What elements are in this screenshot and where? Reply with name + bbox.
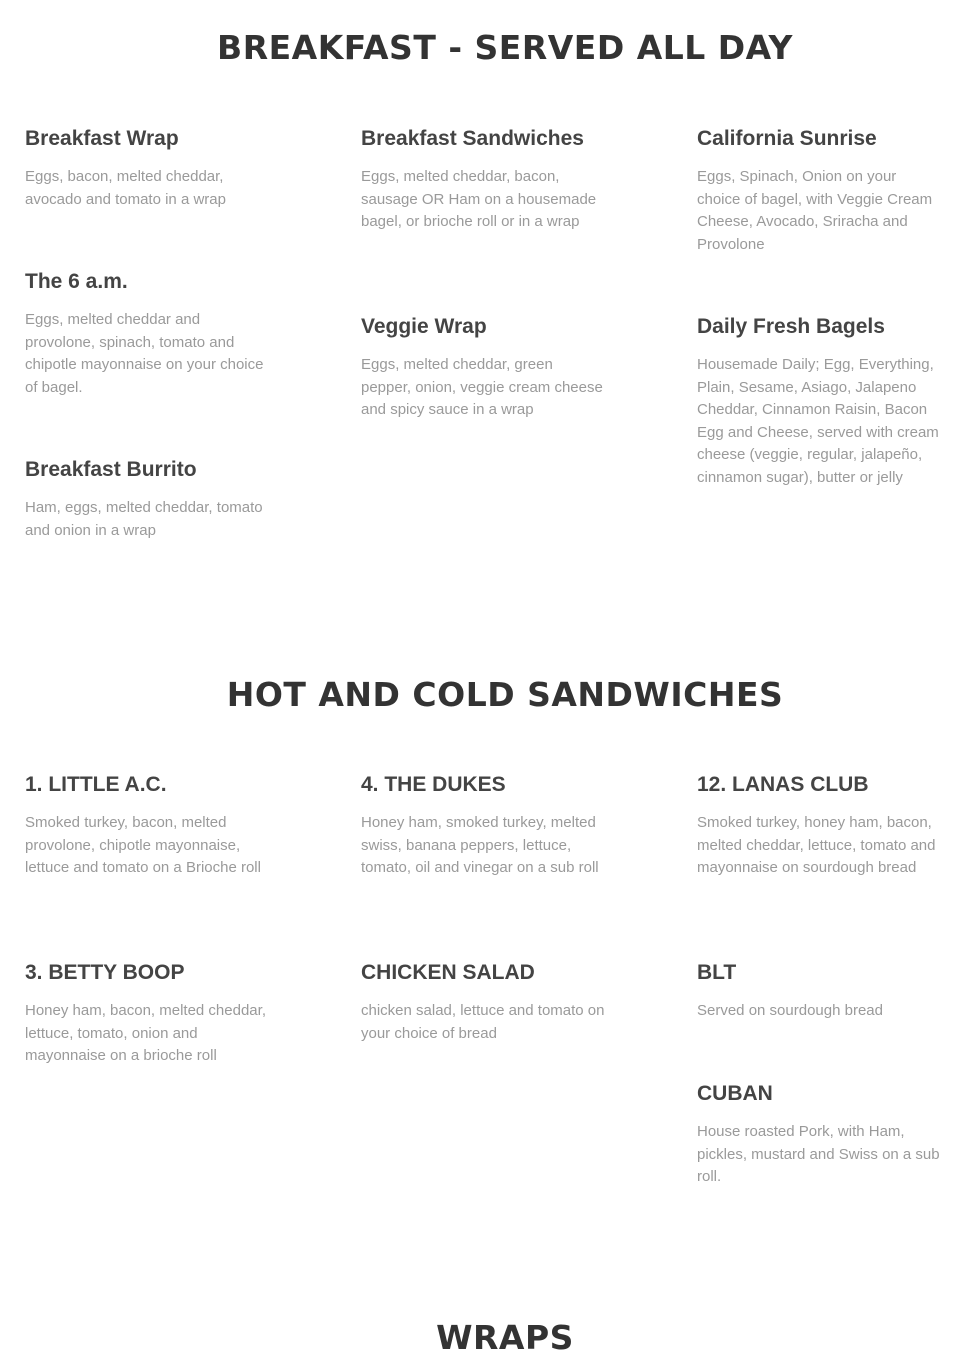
menu-item-little-ac: [25, 772, 270, 880]
menu-item-name: Breakfast Wrap: [25, 127, 179, 150]
menu-item-daily-fresh-bagels: [697, 314, 942, 489]
menu-item-name: The 6 a.m.: [25, 270, 128, 293]
menu-item-description: Eggs, melted cheddar, green pepper, onion, veggie cream cheese and spicy sauce in a wrap: [361, 356, 603, 418]
menu-item-veggie-wrap: [361, 314, 606, 422]
menu-item-name: Veggie Wrap: [361, 315, 487, 338]
menu-item-name: Breakfast Sandwiches: [361, 127, 584, 150]
menu-item-name: 1. LITTLE A.C.: [25, 773, 167, 796]
menu-item-name: California Sunrise: [697, 127, 877, 150]
menu-item-name: 4. THE DUKES: [361, 773, 506, 796]
menu-item-description: Honey ham, smoked turkey, melted swiss, banana peppers, lettuce, tomato, oil and vinegar on a sub roll: [361, 814, 599, 876]
section-title-breakfast: BREAKFAST - SERVED ALL DAY: [217, 28, 793, 67]
menu-item-description: Served on sourdough bread: [697, 1002, 883, 1019]
menu-item-name: Breakfast Burrito: [25, 458, 197, 481]
menu-item-description: Eggs, melted cheddar and provolone, spinach, tomato and chipotle mayonnaise on your choice of bagel.: [25, 311, 264, 396]
menu-item-description: Eggs, Spinach, Onion on your choice of bagel, with Veggie Cream Cheese, Avocado, Sriracha and Provolone: [697, 168, 933, 253]
menu-item-breakfast-sandwiches: [361, 126, 606, 234]
menu-item-blt: [697, 960, 942, 1023]
menu-item-name: CUBAN: [697, 1082, 773, 1105]
menu-item-name: 3. BETTY BOOP: [25, 961, 185, 984]
menu-item-chicken-salad: [361, 960, 606, 1045]
menu-item-description: House roasted Pork, with Ham, pickles, mustard and Swiss on a sub roll.: [697, 1123, 940, 1185]
menu-item-description: Ham, eggs, melted cheddar, tomato and onion in a wrap: [25, 499, 263, 539]
menu-item-description: chicken salad, lettuce and tomato on your choice of bread: [361, 1002, 605, 1042]
menu-item-breakfast-wrap: [25, 126, 270, 211]
menu-item-name: BLT: [697, 961, 737, 984]
menu-item-description: Smoked turkey, honey ham, bacon, melted cheddar, lettuce, tomato and mayonnaise on sourdough bread: [697, 814, 936, 876]
section-title-sandwiches: HOT AND COLD SANDWICHES: [226, 675, 784, 714]
menu-item-breakfast-burrito: [25, 457, 270, 542]
menu-item-description: Smoked turkey, bacon, melted provolone, chipotle mayonnaise, lettuce and tomato on a Brioche roll: [25, 814, 261, 876]
menu-item-the-6am: [25, 269, 270, 399]
menu-item-name: Daily Fresh Bagels: [697, 315, 885, 338]
menu-item-cuban: [697, 1081, 942, 1189]
menu-item-california-sunrise: [697, 126, 942, 256]
menu-item-name: 12. LANAS CLUB: [697, 773, 869, 796]
menu-item-betty-boop: [25, 960, 270, 1068]
menu-item-name: CHICKEN SALAD: [361, 961, 535, 984]
menu-item-the-dukes: [361, 772, 606, 880]
menu-item-description: Housemade Daily; Egg, Everything, Plain, Sesame, Asiago, Jalapeno Cheddar, Cinnamon Raisin, Bacon Egg and Cheese, served with cream cheese (veggie, regular, jalapeño, cinnamon sugar), butter or jelly: [697, 356, 939, 486]
menu-item-description: Eggs, melted cheddar, bacon, sausage OR Ham on a housemade bagel, or brioche roll or in a wrap: [361, 168, 597, 230]
menu-item-description: Eggs, bacon, melted cheddar, avocado and tomato in a wrap: [25, 168, 226, 208]
section-title-wraps: WRAPS: [436, 1318, 574, 1357]
menu-item-description: Honey ham, bacon, melted cheddar, lettuce, tomato, onion and mayonnaise on a brioche roll: [25, 1002, 266, 1064]
menu-item-lanas-club: [697, 772, 942, 880]
